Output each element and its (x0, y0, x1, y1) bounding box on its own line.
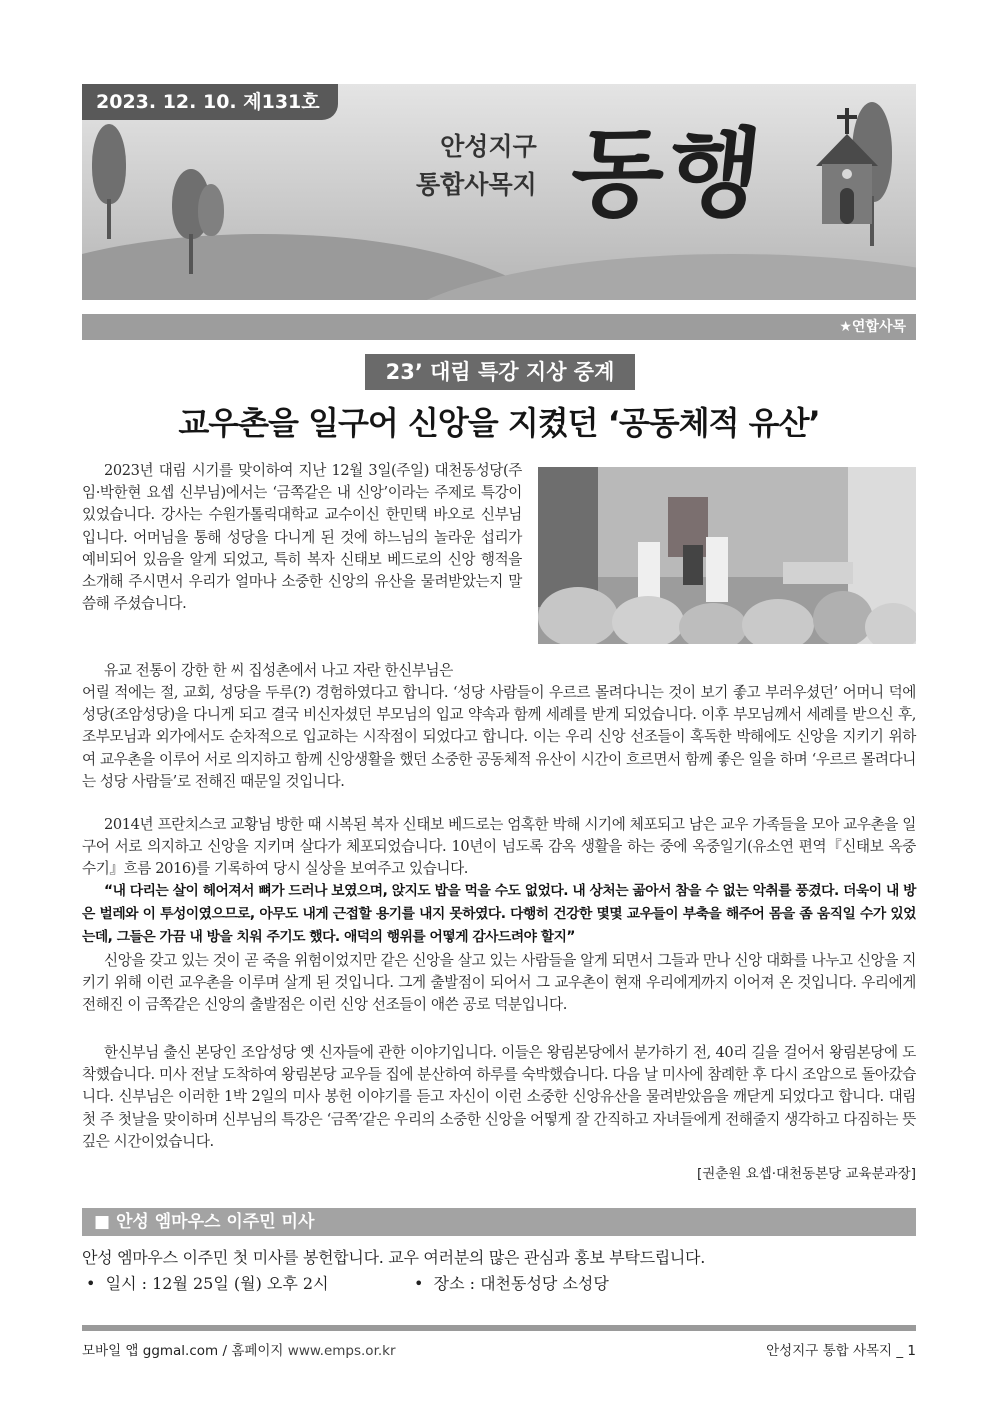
masthead-subtitle (416, 128, 537, 204)
homepage-link[interactable]: www.emps.or.kr (287, 1343, 396, 1359)
article-paragraph-3: 2014년 프란치스코 교황님 방한 때 시복된 복자 신태보 베드로는 엄혹한 박해 시기에 체포되고 남은 교우 가족들을 모아 교우촌을 일구어 서로 의지하고 신앙을 지키며 살다가 체포되었습니다. 10년이 넘도록 감옥 생활을 하는 중에 옥중일기(유소연 편역『신태보 옥중 수기』흐름 2016)를 기록하여 당시 실상을 보여주고 있습니다. (82, 816, 916, 878)
issue-date: 2023. 12. 10. 제131호 (82, 84, 338, 120)
article-paragraph-2: 어릴 적에는 절, 교회, 성당을 두루(?) 경험하였다고 합니다. ‘성당 사람들이 우르르 몰려다니는 것이 보기 좋고 부러우셨던’ 어머니 덕에 성당(조암성당)을 다니게 되고 결국 비신자셨던 부모님의 입교 약속과 함께 세례를 받게 되었습니다. 이후 부모님께서 세례를 받으신 후, 조부모님과 외가에서도 순차적으로 입교하는 시작점이 되었다고 합니다. 이는 우리 신앙 선조들이 혹독한 박해에도 신앙을 지키기 위하여 교우촌을 이루어 서로 의지하고 함께 신앙생활을 했던 소중한 공동체적 유산이 시간이 흐르면서 함께 좋은 일을 하며 ‘우르르 몰려다니는 성당 사람들’로 전해진 때문일 것입니다. (82, 684, 916, 790)
article-paragraph-4: 신앙을 갖고 있는 것이 곧 죽을 위험이었지만 같은 신앙을 살고 있는 사람들을 알게 되면서 그들과 만나 신앙 대화를 나누고 신앙을 지키기 위해 이런 교우촌을 이루며 살게 된 것입니다. 그게 출발점이 되어서 그 교우촌이 현재 우리에게까지 이어져 온 것입니다. 우리에게 전해진 이 금쪽같은 신앙의 출발점은 이런 신앙 선조들이 애쓴 공로 덕분입니다. (82, 952, 916, 1014)
notice-date-item (86, 1270, 329, 1298)
masthead-logo: 동행 (565, 118, 771, 230)
subtitle-line-2: 통합사목지 (416, 170, 537, 199)
article-quote: “내 다리는 살이 헤어져서 뼈가 드러나 보였으며, 앉지도 밥을 먹을 수도 없었다. 내 상처는 곪아서 참을 수 없는 악취를 풍겼다. 더욱이 내 방은 벌레와 이 투성이였으므로, 아무도 내게 근접할 용기를 내지 못하였다. 다행히 건강한 몇몇 교우들이 부축을 해주어 몸을 좀 움직일 수가 있었는데, 그들은 가끔 내 방을 치워 주기도 했다. 애덕의 행위를 어떻게 감사드려야 할지” (82, 883, 916, 945)
footer-contact (82, 1339, 396, 1359)
subtitle-line-1: 안성지구 (440, 132, 537, 161)
notice-date: 일시 : 12월 25일 (월) 오후 2시 (105, 1274, 329, 1293)
tree-shape (92, 124, 126, 204)
section-label: ★연합사목 (839, 319, 906, 335)
notice-body: 안성 엠마우스 이주민 첫 미사를 봉헌합니다. 교우 여러분의 많은 관심과 홍보 부탁드립니다. (82, 1248, 705, 1267)
tree-shape (198, 184, 224, 236)
notice-title: ■ 안성 엠마우스 이주민 미사 (94, 1212, 315, 1232)
notice-place: 장소 : 대천동성당 소성당 (433, 1274, 609, 1293)
article-paragraph-5: 한신부님 출신 본당인 조암성당 옛 신자들에 관한 이야기입니다. 이들은 왕림본당에서 분가하기 전, 40리 길을 걸어서 왕림본당에 도착했습니다. 미사 전날 도착하여 왕림본당 교우들 집에 분산하여 하루를 숙박했습니다. 다음 날 미사에 참례한 후 다시 조암으로 돌아갔습니다. 신부님은 이러한 1박 2일의 미사 봉헌 이야기를 듣고 자신이 이런 소중한 신앙유산을 물려받았음을 깨닫게 되었다고 합니다. 대림 첫 주 첫날을 맞이하며 신부님의 특강은 ‘금쪽’같은 우리의 소중한 신앙을 어떻게 잘 간직하고 자녀들에게 전해줄지 생각하고 다짐하는 뜻깊은 시간이었습니다. (82, 1044, 916, 1150)
bullet-icon: • (86, 1274, 106, 1293)
people-in-church-photo (538, 467, 916, 644)
footer-rule (82, 1325, 916, 1331)
footer-mobile-label: 모바일 앱 ggmal.com / 홈페이지 (82, 1343, 288, 1359)
church-icon (808, 108, 888, 228)
tree-trunk (189, 234, 193, 274)
article-byline: [권춘원 요셉·대천동본당 교육분과장] (696, 1166, 916, 1182)
article-kicker: 23’ 대림 특강 지상 중계 (365, 354, 635, 390)
page-number: 안성지구 통합 사목지 _ 1 (766, 1343, 916, 1359)
tree-trunk (107, 199, 111, 239)
article-headline: 교우촌을 일구어 신앙을 지켰던 ‘공동체적 유산’ (178, 404, 820, 442)
article-paragraph-2-start: 유교 전통이 강한 한 씨 집성촌에서 나고 자란 한신부님은 (104, 662, 453, 679)
notice-header (82, 1208, 916, 1236)
bullet-icon: • (414, 1274, 434, 1293)
section-bar (82, 314, 916, 340)
article-paragraph-1: 2023년 대림 시기를 맞이하여 지난 12월 3일(주일) 대천동성당(주임·박한현 요셉 신부님)에서는 ‘금쪽같은 내 신앙’이라는 주제로 특강이 있었습니다. 강사는 수원가톨릭대학교 교수이신 한민택 바오로 신부님입니다. 어머님을 통해 성당을 다니게 된 것에 하느님의 놀라운 섭리가 예비되어 있음을 알게 되었고, 특히 복자 신태보 베드로의 신앙 행적을 소개해 주시면서 우리가 얼마나 소중한 신앙의 유산을 물려받았는지 말씀해 주셨습니다. (82, 462, 522, 613)
notice-place-item (414, 1270, 609, 1298)
